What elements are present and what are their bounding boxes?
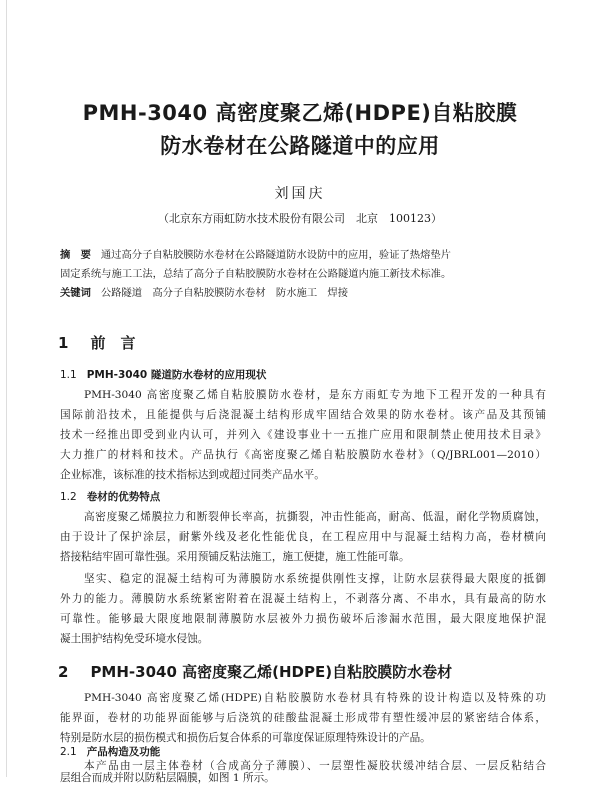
keywords-label: 关键词 xyxy=(60,287,91,299)
author-name: 刘国庆 xyxy=(274,186,326,202)
subsection-number: 1.2 xyxy=(60,491,77,503)
affiliation: （北京东方雨虹防水技术股份有限公司 北京 100123） xyxy=(158,212,442,225)
subsection-heading-1-1 xyxy=(60,367,266,382)
body-line: PMH-3040 高密度聚乙烯(HDPE)自粘胶膜防水卷材具有特殊的设计构造以及特殊的功 xyxy=(84,692,546,704)
body-line: 技术一经推出即受到业内认可，并列入《建设事业十一五推广应用和限制禁止使用技术目录》 xyxy=(60,429,546,441)
keywords-text: 公路隧道 高分子自粘胶膜防水卷材 防水施工 焊接 xyxy=(100,287,349,299)
body-line: 特别是防水层的损伤模式和损伤后复合体系的可靠度保证原理特殊设计的产品。 xyxy=(60,732,431,744)
section-heading-2 xyxy=(58,661,452,682)
paper-title-line-1: PMH-3040 高密度聚乙烯(HDPE)自粘胶膜 xyxy=(82,101,518,125)
body-line: 搭接粘结牢固可靠性强。采用预铺反粘法施工，施工便捷，施工性能可靠。 xyxy=(60,551,410,563)
body-line: PMH-3040 高密度聚乙烯自粘胶膜防水卷材，是东方雨虹专为地下工程开发的一种具有 xyxy=(84,389,546,401)
abstract-text-1: 通过高分子自粘胶膜防水卷材在公路隧道防水设防中的应用，验证了热熔垫片 xyxy=(100,249,451,261)
body-line: 高密度聚乙烯膜拉力和断裂伸长率高，抗撕裂，冲击性能高，耐高、低温，耐化学物质腐蚀， xyxy=(84,511,546,523)
section-title: 前 言 xyxy=(90,334,136,352)
paper-title-line-2: 防水卷材在公路隧道中的应用 xyxy=(160,134,440,158)
body-line: 能界面，卷材的功能界面能够与后浇筑的硅酸盐混凝土形成带有塑性缓冲层的紧密结合体系， xyxy=(60,712,546,724)
subsection-number: 1.1 xyxy=(60,369,77,381)
abstract-label: 摘 要 xyxy=(60,249,91,261)
abstract-line-1 xyxy=(60,246,550,265)
section-number: 2 xyxy=(58,663,69,681)
section-title: PMH-3040 高密度聚乙烯(HDPE)自粘胶膜防水卷材 xyxy=(90,663,453,681)
subsection-heading-1-2 xyxy=(60,489,160,504)
body-line: 外力的能力。薄膜防水系统紧密附着在混凝土结构上，不剥落分离、不串水，具有最高的防水 xyxy=(60,593,546,605)
subsection-title: 卷材的优势特点 xyxy=(86,491,161,503)
body-line: 本产品由一层主体卷材（合成高分子薄膜）、一层塑性凝胶状缓冲结合层、一层反粘结合 xyxy=(84,760,546,772)
abstract-line-2: 固定系统与施工工法，总结了高分子自粘胶膜防水卷材在公路隧道内施工新技术标准。 xyxy=(60,268,452,280)
subsection-number: 2.1 xyxy=(60,746,77,758)
body-line: 企业标准，该标准的技术指标达到或超过同类产品水平。 xyxy=(60,469,325,481)
body-line: 凝土围护结构免受环境水侵蚀。 xyxy=(60,633,209,645)
section-heading-1 xyxy=(58,332,135,353)
section-number: 1 xyxy=(58,334,69,352)
subsection-heading-2-1 xyxy=(60,744,160,759)
body-line: 层组合而成并附以防粘层隔膜，如图 1 所示。 xyxy=(60,772,275,784)
keywords-line xyxy=(60,284,550,303)
subsection-title: PMH-3040 隧道防水卷材的应用现状 xyxy=(86,369,267,381)
body-line: 由于设计了保护涂层，耐紫外线及老化性能优良，在工程应用中与混凝土结构力高，卷材横向 xyxy=(60,531,546,543)
body-line: 可靠性。能够最大限度地限制薄膜防水层被外力损伤破坏后渗漏水范围，最大限度地保护混 xyxy=(60,613,546,625)
body-line: 国际前沿技术，且能提供与后浇混凝土结构形成牢固结合效果的防水卷材。该产品及其预铺 xyxy=(60,409,546,421)
body-line: 坚实、稳定的混凝土结构可为薄膜防水系统提供刚性支撑，让防水层获得最大限度的抵御 xyxy=(84,573,546,585)
body-line: 大力推广的材料和技术。产品执行《高密度聚乙烯自粘胶膜防水卷材》（Q/JBRL001—2010） xyxy=(60,449,546,461)
subsection-title: 产品构造及功能 xyxy=(86,746,161,758)
